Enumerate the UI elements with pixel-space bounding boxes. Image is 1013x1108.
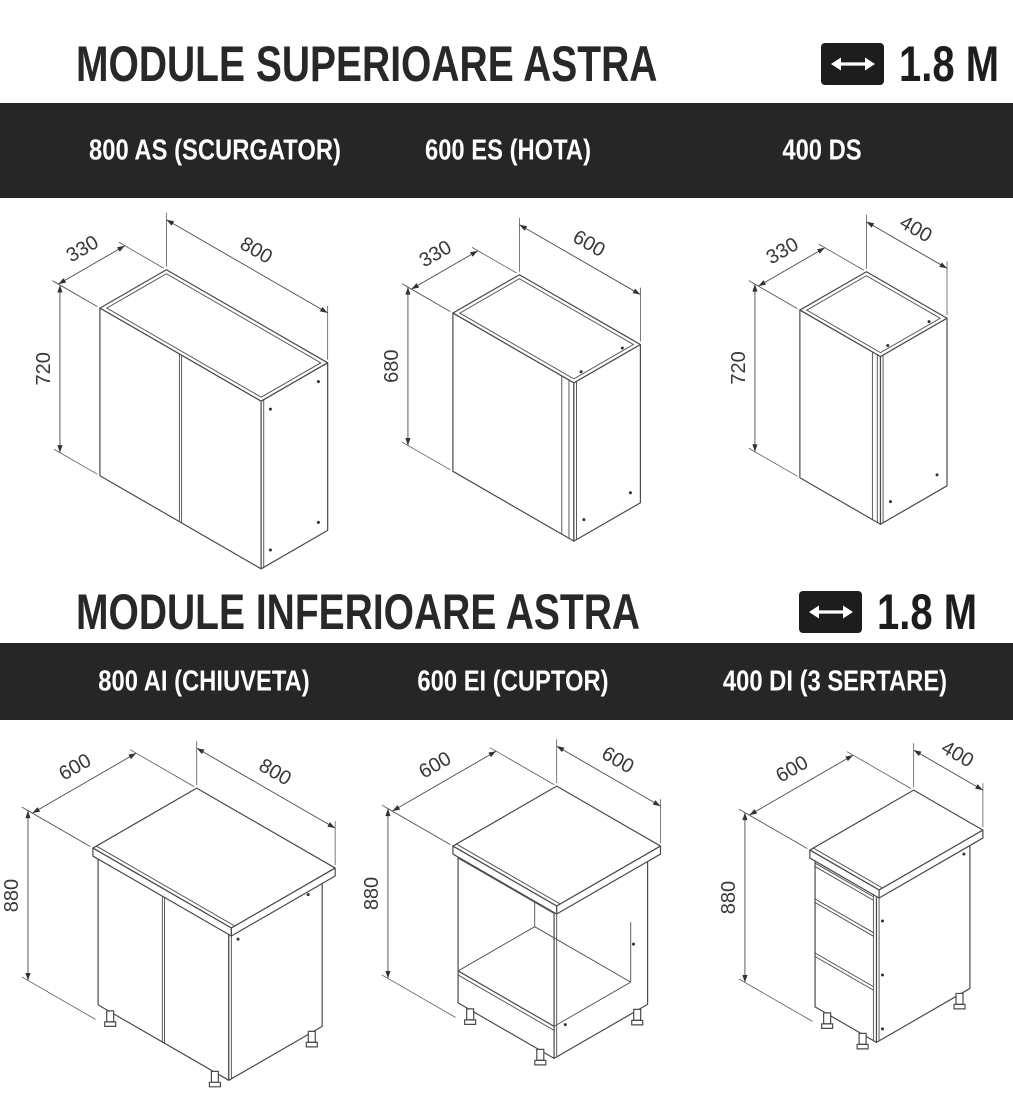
cabinet-cell [675, 720, 1013, 1108]
cabinet-cell [0, 720, 338, 1108]
dimension-label: 330 [762, 233, 803, 270]
width-arrow-icon [830, 53, 876, 75]
section-header-superioare [0, 0, 1013, 103]
cabinet-drawing-400-di [675, 720, 1013, 1108]
module-label: 400 DS [782, 134, 862, 166]
section-header-inferioare [0, 580, 1013, 643]
module-bar-inferioare [0, 643, 1013, 720]
dimension-label: 880 [718, 880, 741, 915]
module-label: 600 ES (HOTA) [424, 134, 592, 166]
module-label: 600 EI (CUPTOR) [417, 665, 609, 697]
dimension-label: 680 [380, 349, 403, 383]
dimension-label: 330 [62, 231, 103, 268]
width-badge-group [821, 35, 1013, 93]
dimension-label: 720 [728, 351, 751, 385]
module-label: 800 AS (SCURGATOR) [89, 134, 341, 166]
dimension-label: 600 [568, 226, 609, 262]
cabinet-cell [338, 198, 676, 580]
cabinet-cell [675, 198, 1013, 580]
cabinet-drawing-600-es [338, 198, 676, 580]
module-label: 800 AI (CHIUVETA) [98, 665, 310, 697]
cabinet-drawing-600-ei [338, 720, 676, 1108]
dimension-label: 800 [236, 232, 276, 269]
dimension-label: 800 [254, 754, 295, 791]
width-badge [799, 591, 862, 633]
dimension-label: 400 [937, 736, 978, 773]
width-arrow-icon [808, 601, 854, 623]
dimension-label: 400 [896, 211, 936, 248]
cabinet-cell [0, 198, 338, 580]
module-label: 400 DI (3 SERTARE) [722, 665, 948, 697]
dimension-label: 600 [55, 749, 96, 786]
page-title: MODULE SUPERIOARE ASTRA [76, 35, 658, 92]
cabinet-row-inferioare [0, 720, 1013, 1108]
page-title: MODULE INFERIOARE ASTRA [76, 583, 641, 640]
dimension-label: 600 [414, 747, 455, 784]
cabinet-drawing-400-ds [675, 198, 1013, 580]
dimension-label: 330 [415, 236, 456, 273]
dimension-label: 600 [772, 751, 813, 788]
width-badge-group [799, 583, 1002, 641]
dimension-label: 600 [597, 742, 638, 779]
module-bar-superioare [0, 103, 1013, 198]
dimension-label: 880 [0, 878, 23, 913]
dimension-label: 720 [32, 352, 55, 386]
dimension-label: 880 [360, 876, 383, 911]
cabinet-drawing-800-as [0, 198, 338, 580]
cabinet-drawing-800-ai [0, 720, 338, 1108]
width-badge-label: 1.8 M [877, 583, 978, 640]
cabinet-cell [338, 720, 676, 1108]
width-badge [821, 43, 884, 85]
width-badge-label: 1.8 M [899, 35, 1000, 92]
cabinet-row-superioare [0, 198, 1013, 580]
